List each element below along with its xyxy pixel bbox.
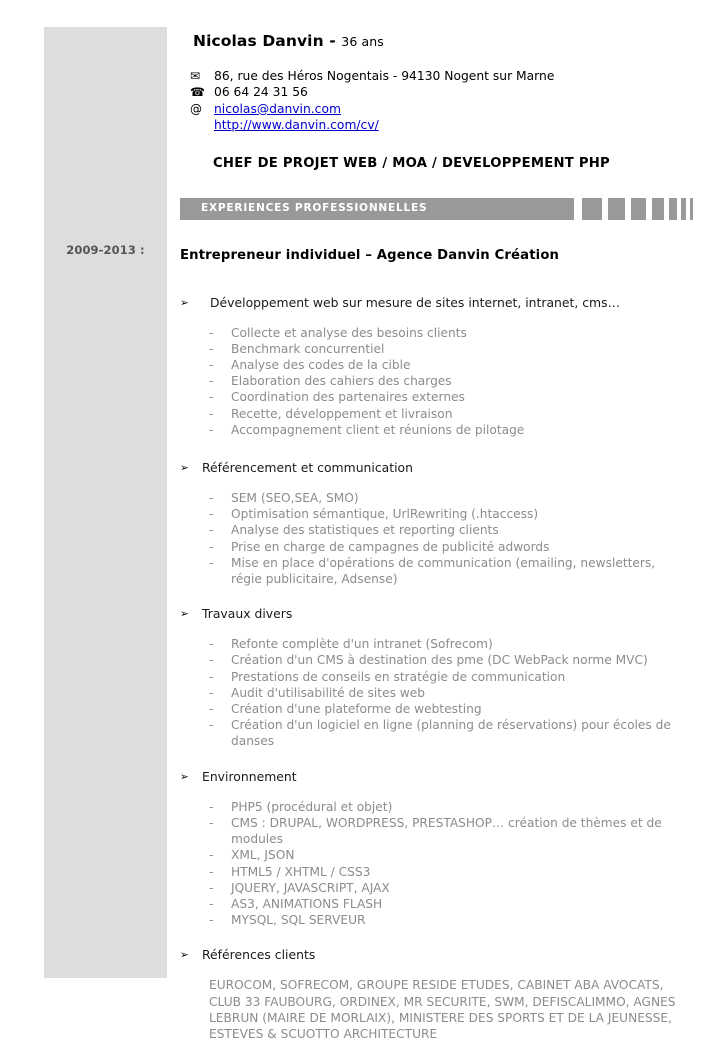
section-bar-main [180,198,574,220]
group-sub-list [180,636,690,749]
dash-bullet-icon: - [209,815,214,830]
dash-bullet-icon: - [209,341,214,356]
dash-bullet-icon: - [209,555,214,570]
list-item-text: MYSQL, SQL SERVEUR [231,913,366,928]
experience-period: 2009-2013 : [66,243,145,257]
list-item [180,717,690,749]
list-item-text: Recette, développement et livraison [231,406,453,421]
dash-bullet-icon: - [209,491,214,506]
list-item-text: HTML5 / XHTML / CSS3 [231,864,371,879]
experience-group [180,605,690,749]
list-item [180,325,690,341]
list-item [180,912,690,928]
list-item [180,406,690,422]
list-item-text: Mise en place d'opérations de communication (emailing, newsletters, régie publicitaire, Adsense) [231,555,656,587]
list-item [180,799,690,815]
candidate-age: 36 ans [341,34,384,49]
bar-segment-5 [669,198,677,220]
contact-address-row [190,68,690,84]
left-grey-band [44,27,167,978]
list-item [180,815,690,847]
arrow-bullet-icon: ➢ [180,462,189,475]
list-item [180,539,690,555]
group-heading-row [180,605,690,623]
list-item [180,847,690,863]
list-item-text: Analyse des codes de la cible [231,358,411,373]
list-item [180,422,690,438]
list-item-text: Benchmark concurrentiel [231,341,385,356]
group-sub-list [180,490,690,587]
bar-segment-4 [652,198,664,220]
dash-bullet-icon: - [209,406,214,421]
dash-bullet-icon: - [209,669,214,684]
experience-title: Entrepreneur individuel – Agence Danvin Création [180,247,560,263]
group-heading: Référencement et communication [202,460,413,476]
group-heading-row [180,459,690,477]
list-item-text: Création d'une plateforme de webtesting [231,702,482,717]
list-item [180,555,690,587]
list-item [180,685,690,701]
dash-bullet-icon: - [209,358,214,373]
list-item-text: Accompagnement client et réunions de pilotage [231,422,525,437]
list-item-text: Prestations de conseils en stratégie de communication [231,669,566,684]
list-item [180,896,690,912]
email-link[interactable]: nicolas@danvin.com [214,101,341,116]
list-item-text: Création d'un CMS à destination des pme (DC WebPack norme MVC) [231,653,648,668]
list-item-text: Coordination des partenaires externes [231,390,465,405]
list-item-text: AS3, ANIMATIONS FLASH [231,896,383,911]
dash-bullet-icon: - [209,390,214,405]
list-item-text: Audit d'utilisabilité de sites web [231,685,425,700]
dash-bullet-icon: - [209,913,214,928]
list-item-text: Optimisation sémantique, UrlRewriting (.htaccess) [231,507,539,522]
list-item [180,522,690,538]
client-references-text: EUROCOM, SOFRECOM, GROUPE RESIDE ETUDES, CABINET ABA AVOCATS, CLUB 33 FAUBOURG, ORDINEX, MR SECURITE, SWM, DEFISCALIMMO, AGNES LEBRUN (MAIRE DE MORLAIX), MINISTERE DES SPORTS ET DE LA JEUNESSE, ESTEVES & SCUOTTO ARCHITECTURE [209,978,676,1041]
arrow-bullet-icon: ➢ [180,296,189,309]
section-header-bar [180,198,690,220]
name-separator: - [323,32,342,50]
dash-bullet-icon: - [209,325,214,340]
list-item-text: PHP5 (procédural et objet) [231,799,393,814]
candidate-name: Nicolas Danvin [193,32,324,50]
list-item [180,373,690,389]
dash-bullet-icon: - [209,718,214,733]
experience-group [180,459,690,587]
telephone-icon: ☎ [190,85,205,100]
list-item [180,652,690,668]
list-item-text: Prise en charge de campagnes de publicité adwords [231,539,550,554]
list-item-text: CMS : DRUPAL, WORDPRESS, PRESTASHOP… création de thèmes et de modules [231,815,662,847]
experience-group [180,294,690,438]
contact-phone-row [190,84,690,100]
dash-bullet-icon: - [209,799,214,814]
list-item [180,880,690,896]
experience-group [180,946,690,1042]
section-label: EXPERIENCES PROFESSIONNELLES [201,201,428,214]
group-heading: Références clients [202,947,316,963]
group-heading-row [180,768,690,786]
contact-block [190,68,690,134]
dash-bullet-icon: - [209,507,214,522]
bar-segment-2 [608,198,625,220]
dash-bullet-icon: - [209,422,214,437]
dash-bullet-icon: - [209,896,214,911]
list-item-text: JQUERY, JAVASCRIPT, AJAX [231,880,390,895]
contact-address: 86, rue des Héros Nogentais - 94130 Nogent sur Marne [214,69,555,83]
envelope-icon: ✉ [190,69,201,83]
bar-segment-7 [690,198,693,220]
list-item [180,341,690,357]
list-item-text: Refonte complète d'un intranet (Sofrecom) [231,637,493,652]
group-sub-list [180,325,690,438]
arrow-bullet-icon: ➢ [180,949,189,962]
dash-bullet-icon: - [209,880,214,895]
contact-website-row [214,117,690,133]
list-item-text: Création d'un logiciel en ligne (planning de réservations) pour écoles de danses [231,718,671,749]
list-item [180,506,690,522]
list-item [180,636,690,652]
list-item [180,669,690,685]
list-item-text: Elaboration des cahiers des charges [231,374,452,389]
dash-bullet-icon: - [209,374,214,389]
list-item [180,357,690,373]
group-sub-list [180,799,690,929]
professional-title: CHEF DE PROJET WEB / MOA / DEVELOPPEMENT PHP [213,155,610,171]
contact-email-row [190,101,690,117]
arrow-bullet-icon: ➢ [180,770,189,783]
dash-bullet-icon: - [209,864,214,879]
list-item [180,490,690,506]
at-sign-icon: @ [190,101,202,116]
list-item-text: Collecte et analyse des besoins clients [231,325,467,340]
dash-bullet-icon: - [209,685,214,700]
experience-group [180,768,690,929]
bar-segment-3 [631,198,646,220]
list-item [180,701,690,717]
website-link[interactable]: http://www.danvin.com/cv/ [214,118,379,133]
dash-bullet-icon: - [209,848,214,863]
list-item [180,389,690,405]
dash-bullet-icon: - [209,539,214,554]
dash-bullet-icon: - [209,702,214,717]
list-item-text: XML, JSON [231,848,295,863]
group-heading-row [180,294,690,312]
list-item-text: SEM (SEO,SEA, SMO) [231,491,359,506]
group-heading: Travaux divers [202,606,293,622]
dash-bullet-icon: - [209,637,214,652]
dash-bullet-icon: - [209,653,214,668]
group-heading-row [180,946,690,964]
group-heading: Environnement [202,768,297,784]
main-content [180,27,690,1042]
list-item-text: Analyse des statistiques et reporting clients [231,523,499,538]
contact-phone: 06 64 24 31 56 [214,85,308,100]
dash-bullet-icon: - [209,523,214,538]
bar-segment-6 [681,198,686,220]
page-title [193,32,690,50]
bar-segment-1 [582,198,602,220]
list-item [180,864,690,880]
group-heading: Développement web sur mesure de sites internet, intranet, cms… [210,294,620,310]
arrow-bullet-icon: ➢ [180,608,189,621]
